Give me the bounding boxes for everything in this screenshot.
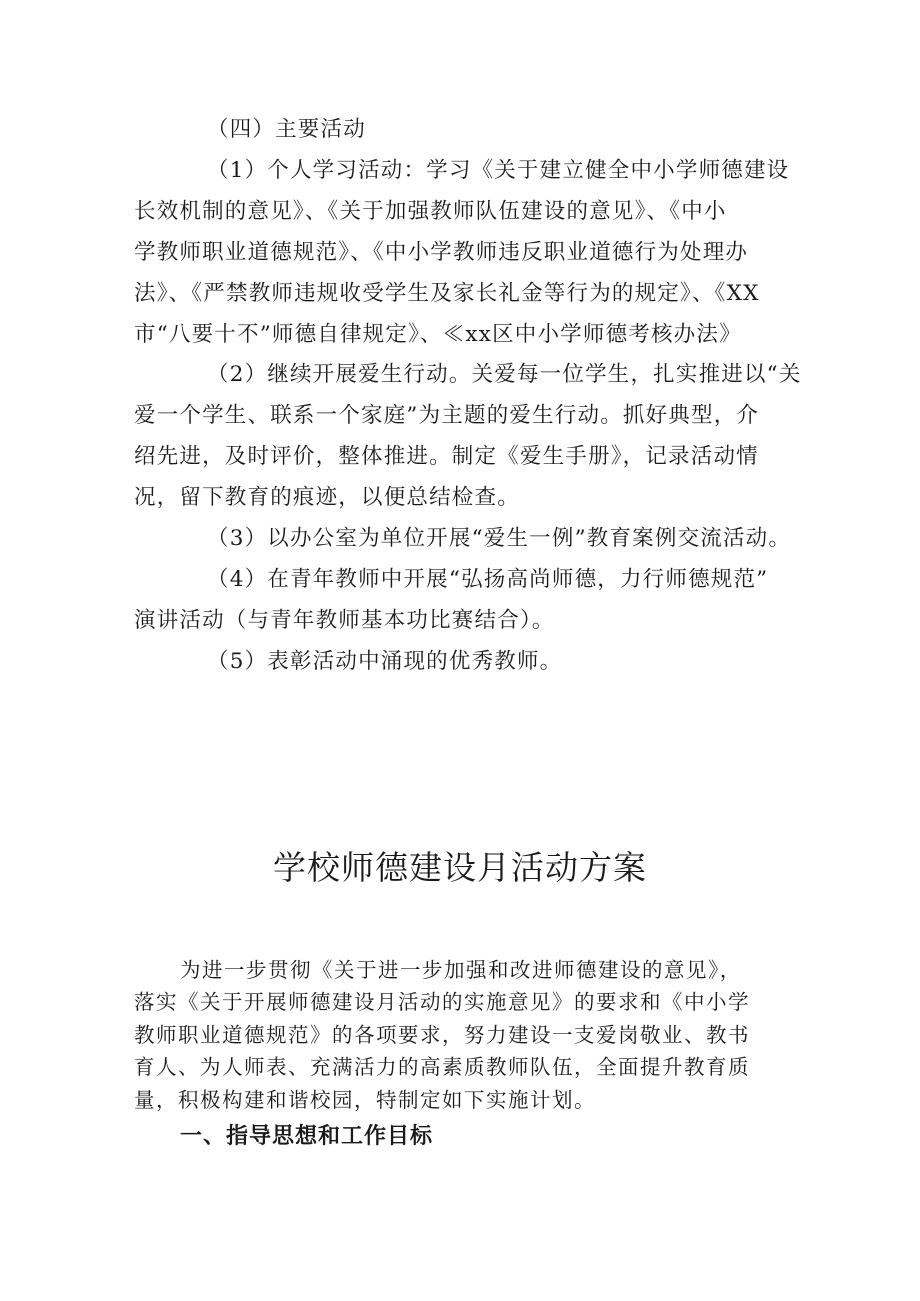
item1-line-4: 法》、《严禁教师违规收受学生及家长礼金等行为的规定》、《XX [134, 280, 760, 306]
intro-line-3: 教师职业道德规范》的各项要求，努力建设一支爱岗敬业、教书 [134, 1022, 750, 1047]
item2-line-2: 爱一个学生、联系一个家庭”为主题的爱生行动。抓好典型，介 [134, 403, 760, 429]
item1-line-2: 长效机制的意见》、《关于加强教师队伍建设的意见》、《中小 [134, 198, 727, 224]
item2-line-4: 况，留下教育的痕迹，以便总结检查。 [134, 485, 520, 511]
item5-line: （5）表彰活动中涌现的优秀教师。 [207, 648, 563, 674]
intro-line-2: 落实《关于开展师德建设月活动的实施意见》的要求和《中小学 [134, 990, 750, 1015]
item3-line: （3）以办公室为单位开展“爱生一例”教育案例交流活动。 [207, 526, 792, 552]
item4-line-2: 演讲活动（与青年教师基本功比赛结合）。 [134, 607, 555, 633]
item1-line-5: 市“八要十不”师德自律规定》、≪xx区中小学师德考核办法》 [134, 321, 742, 347]
intro-paragraph [134, 954, 814, 1116]
section-heading-main-activities: （四）主要活动 [207, 117, 366, 142]
item1-line-3: 学教师职业道德规范》、《中小学教师违反职业道德行为处理办 [134, 239, 749, 265]
intro-line-1: 为进一步贯彻《关于进一步加强和改进师德建设的意见》， [180, 958, 742, 982]
item1-line-1: （1）个人学习活动：学习《关于建立健全中小学师德建设 [207, 157, 790, 183]
intro-line-4: 育人、为人师表、充满活力的高素质教师队伍，全面提升教育质 [134, 1055, 750, 1080]
intro-line-5: 量，积极构建和谐校园，特制定如下实施计划。 [134, 1087, 596, 1112]
main-activities-section [134, 110, 802, 683]
item4-line-1: （4）在青年教师中开展“弘扬高尚师德，力行师德规范” [207, 566, 769, 592]
document-title: 学校师德建设月活动方案 [273, 848, 647, 887]
item2-line-1: （2）继续开展爱生行动。关爱每一位学生，扎实推进以“关 [207, 362, 802, 388]
section-heading-guiding-ideology: 一、指导思想和工作目标 [180, 1124, 434, 1149]
item2-line-3: 绍先进，及时评价，整体推进。制定《爱生手册》，记录活动情 [134, 444, 759, 470]
